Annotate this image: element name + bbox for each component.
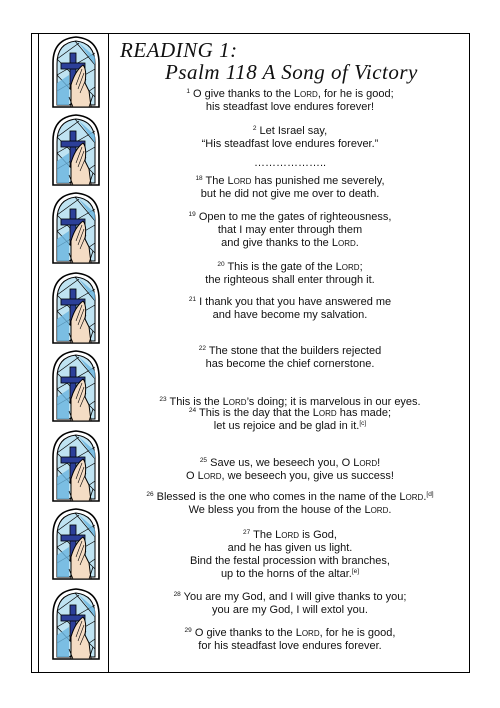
praying-hands-window-icon (49, 191, 103, 265)
verse-1 (120, 88, 460, 114)
verse-line (120, 188, 460, 201)
divine-name: Lord (399, 491, 424, 503)
verse-line (120, 542, 460, 555)
verse-text: ! (377, 457, 381, 469)
verse-text: is God, (299, 529, 337, 541)
verse-text: that I may enter through them (217, 224, 363, 236)
verse-ellipsis (120, 157, 460, 170)
verse-text: The (205, 175, 228, 187)
verse-line (120, 555, 460, 568)
verse-text: , we beseech you, give us success! (221, 470, 394, 482)
verse-28 (120, 591, 460, 617)
verse-text: has become the chief cornerstone. (205, 358, 375, 370)
verse-line (120, 157, 460, 170)
verse-text: This is the day that the (199, 407, 313, 419)
verse-number: 21 (188, 296, 197, 303)
verse-text: ……………….. (253, 157, 327, 169)
verse-18 (120, 175, 460, 201)
divine-name: Lord (275, 529, 300, 541)
verse-text: . (423, 491, 427, 503)
verse-line (120, 640, 460, 653)
verse-line (120, 237, 460, 250)
verse-text: for his steadfast love endures forever. (198, 640, 382, 652)
verse-text: and have become my salvation. (212, 309, 368, 321)
divine-name: Lord (335, 261, 360, 273)
verse-text: This is the gate of the (227, 261, 336, 273)
verse-line (120, 274, 460, 287)
verse-text: let us rejoice and be glad in it. (213, 420, 360, 432)
divine-name: Lord (222, 396, 247, 408)
divine-name: Lord (227, 175, 252, 187)
verse-line (120, 88, 460, 101)
verse-text: . (388, 504, 392, 516)
verse-21 (120, 296, 460, 322)
verse-line (120, 261, 460, 274)
verse-text: Let Israel say, (259, 125, 328, 137)
divine-name: Lord (364, 504, 389, 516)
verse-text: the righteous shall enter through it. (205, 274, 375, 286)
praying-hands-window-icon (49, 507, 103, 581)
praying-hands-window-icon (49, 349, 103, 423)
verse-line (120, 211, 460, 224)
verse-text: but he did not give me over to death. (200, 188, 380, 200)
verse-text: his steadfast love endures forever! (205, 101, 375, 113)
verse-text: I thank you that you have answered me (199, 296, 392, 308)
verse-text: , for he is good; (317, 88, 394, 100)
praying-hands-window-icon (49, 587, 103, 661)
verse-text: , for he is good, (319, 627, 396, 639)
verse-line (120, 224, 460, 237)
verse-line (120, 604, 460, 617)
verse-number: 23 (159, 396, 167, 403)
verse-text: has punished me severely, (251, 175, 385, 187)
verse-number: 18 (195, 175, 203, 182)
verse-26 (120, 491, 460, 517)
verse-22 (120, 345, 460, 371)
verse-text: O give thanks to the (194, 627, 296, 639)
verse-text: Open to me the gates of righteousness, (198, 211, 392, 223)
verse-text: and give thanks to the (221, 237, 332, 249)
verse-text: The stone that the builders rejected (208, 345, 382, 357)
reading-label: READING 1: (120, 38, 238, 62)
verse-line (120, 470, 460, 483)
verse-number: 20 (217, 261, 225, 268)
verse-text: ’s doing; it is marvelous in our eyes. (246, 396, 421, 408)
verse-line (120, 101, 460, 114)
verse-number: 2 (252, 125, 257, 132)
verse-line (120, 529, 460, 542)
verse-number: 1 (186, 88, 190, 95)
praying-hands-window-icon (49, 35, 103, 109)
verse-text: ; (359, 261, 363, 273)
verse-text: Bind the festal procession with branches, (190, 555, 390, 567)
divine-name: Lord (353, 457, 378, 469)
verse-line (120, 627, 460, 640)
verse-line (120, 504, 460, 517)
verse-20 (120, 261, 460, 287)
footnote-marker: [e] (351, 568, 360, 575)
verse-24 (120, 407, 460, 433)
verse-number: 22 (198, 345, 206, 352)
verse-2 (120, 125, 460, 151)
verse-text: “His steadfast love endures forever.” (201, 138, 379, 150)
footnote-marker: [d] (426, 491, 434, 498)
verse-text: Blessed is the one who comes in the name of the (156, 491, 400, 503)
verse-27 (120, 529, 460, 581)
verse-line (120, 591, 460, 604)
verse-19 (120, 211, 460, 250)
verse-text: you are my God, I will extol you. (212, 604, 368, 616)
verse-number: 24 (188, 407, 197, 414)
verse-number: 25 (199, 457, 208, 464)
verse-text: has made; (336, 407, 392, 419)
verse-text: up to the horns of the altar. (220, 568, 352, 580)
verse-text: This is the (169, 396, 223, 408)
verse-line (120, 138, 460, 151)
verse-line (120, 175, 460, 188)
verse-line (120, 309, 460, 322)
verse-line (120, 358, 460, 371)
verse-text: The (253, 529, 276, 541)
verse-text: O give thanks to the (193, 88, 294, 100)
praying-hands-window-icon (49, 113, 103, 187)
divine-name: Lord (293, 88, 318, 100)
verse-text: and he has given us light. (227, 542, 353, 554)
verse-text: O (186, 470, 198, 482)
verse-number: 19 (188, 211, 196, 218)
verse-25 (120, 457, 460, 483)
verse-line (120, 296, 460, 309)
verse-line (120, 345, 460, 358)
verse-number: 28 (173, 591, 181, 598)
praying-hands-window-icon (49, 429, 103, 503)
verse-29 (120, 627, 460, 653)
verse-text: Save us, we beseech you, O (210, 457, 354, 469)
verse-text: . (355, 237, 359, 249)
verse-line (120, 568, 460, 581)
verse-text: You are my God, and I will give thanks to you; (183, 591, 407, 603)
verse-number: 29 (184, 627, 192, 634)
divine-name: Lord (295, 627, 320, 639)
verse-line (120, 407, 460, 420)
verse-line (120, 491, 460, 504)
verse-line (120, 420, 460, 433)
praying-hands-window-icon (49, 271, 103, 345)
verse-number: 27 (243, 529, 251, 536)
verse-number: 26 (146, 491, 154, 498)
psalm-title: Psalm 118 A Song of Victory (165, 60, 418, 84)
divine-name: Lord (197, 470, 222, 482)
verse-text: We bless you from the house of the (188, 504, 365, 516)
footnote-marker: [c] (359, 420, 367, 427)
divine-name: Lord (312, 407, 337, 419)
verse-line (120, 125, 460, 138)
divine-name: Lord (331, 237, 356, 249)
verse-line (120, 457, 460, 470)
